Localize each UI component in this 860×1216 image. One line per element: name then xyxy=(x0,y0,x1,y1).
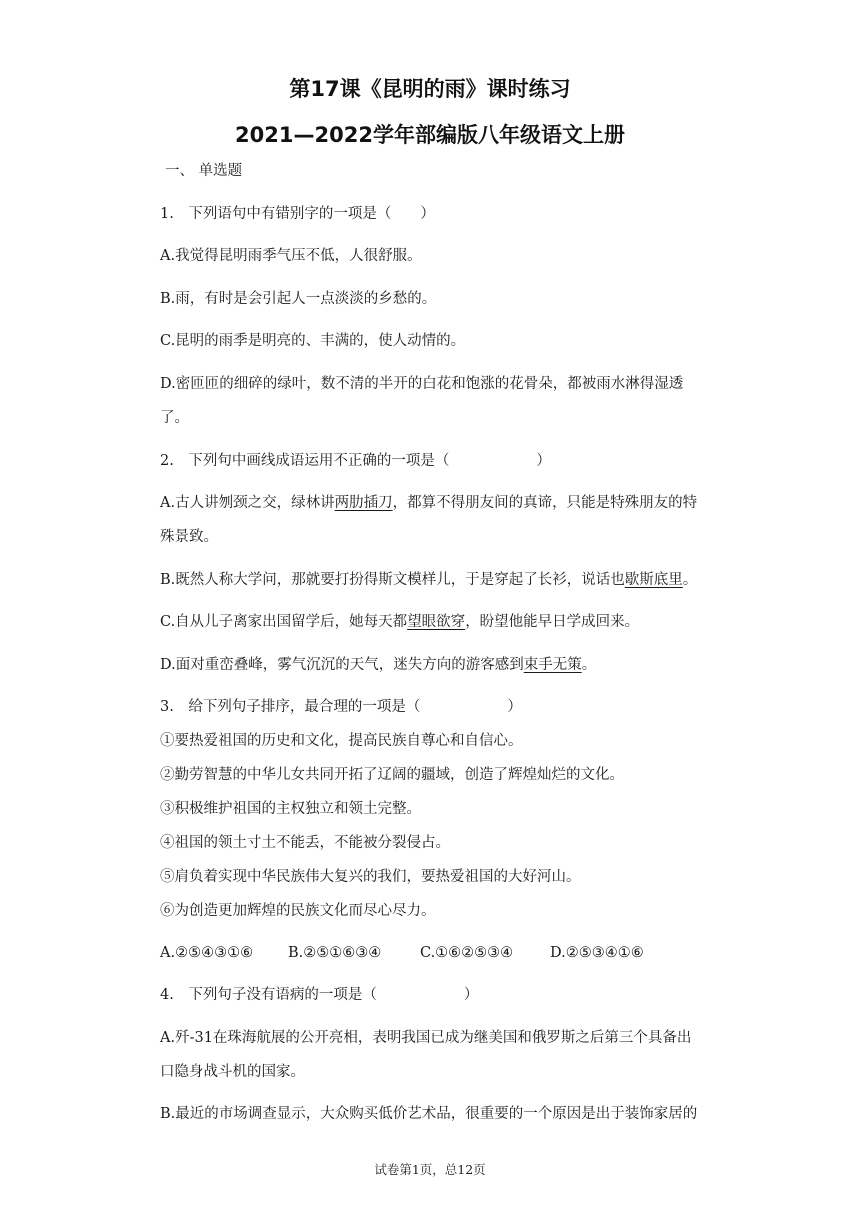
question-3-sentence-2: ②勤劳智慧的中华儿女共同开拓了辽阔的疆域，创造了辉煌灿烂的文化。 xyxy=(160,767,624,783)
question-3-stem: 3. 给下列句子排序，最合理的一项是（ ） xyxy=(160,699,522,715)
question-4-option-a: A.歼-31在珠海航展的公开亮相，表明我国已成为继美国和俄罗斯之后第三个具备出 xyxy=(160,1030,692,1046)
page-subtitle: 2021—2022学年部编版八年级语文上册 xyxy=(235,123,625,147)
question-2-option-a: A.古人讲刎颈之交，绿林讲两肋插刀，都算不得朋友间的真谛，只能是特殊朋友的特 xyxy=(160,495,698,511)
page-title: 第17课《昆明的雨》课时练习 xyxy=(289,77,571,101)
question-1-option-d-cont: 了。 xyxy=(160,410,189,426)
underlined-idiom: 望眼欲穿 xyxy=(407,614,466,630)
question-2-option-b: B.既然人称大学问，那就要打扮得斯文模样儿，于是穿起了长衫，说话也歇斯底里。 xyxy=(160,572,698,588)
question-3-sentence-6: ⑥为创造更加辉煌的民族文化而尽心尽力。 xyxy=(160,903,436,919)
question-4-stem: 4. 下列句子没有语病的一项是（ ） xyxy=(160,987,479,1003)
question-1-stem: 1. 下列语句中有错别字的一项是（ ） xyxy=(160,206,435,222)
question-3-sentence-4: ④祖国的领土寸土不能丢，不能被分裂侵占。 xyxy=(160,835,450,851)
underlined-idiom: 两肋插刀 xyxy=(334,495,393,511)
question-1-option-a: A.我觉得昆明雨季气压不低，人很舒服。 xyxy=(160,248,422,264)
question-3-sentence-3: ③积极维护祖国的主权独立和领土完整。 xyxy=(160,801,421,817)
question-1-option-d: D.密匝匝的细碎的绿叶，数不清的半开的白花和饱涨的花骨朵，都被雨水淋得湿透 xyxy=(160,376,684,392)
question-3-option-c: C.①⑥②⑤③④ xyxy=(420,945,514,961)
question-4-option-b: B.最近的市场调查显示，大众购买低价艺术品，很重要的一个原因是出于装饰家居的 xyxy=(160,1106,698,1122)
question-2-option-c: C.自从儿子离家出国留学后，她每天都望眼欲穿，盼望他能早日学成回来。 xyxy=(160,614,640,630)
question-4-option-a-cont: 口隐身战斗机的国家。 xyxy=(160,1064,305,1080)
question-3-option-b: B.②⑤①⑥③④ xyxy=(288,945,382,961)
underlined-idiom: 束手无策 xyxy=(523,657,582,673)
question-2-option-d: D.面对重峦叠峰，雾气沉沉的天气，迷失方向的游客感到束手无策。 xyxy=(160,657,597,673)
question-3-sentence-1: ①要热爱祖国的历史和文化，提高民族自尊心和自信心。 xyxy=(160,733,523,749)
question-3-option-a: A.②⑤④③①⑥ xyxy=(160,945,254,961)
section-heading: 一、 单选题 xyxy=(165,163,243,179)
question-3-option-d: D.②⑤③④①⑥ xyxy=(550,945,644,961)
question-1-option-b: B.雨，有时是会引起人一点淡淡的乡愁的。 xyxy=(160,291,437,307)
page-footer: 试卷第1页，总12页 xyxy=(374,1162,486,1177)
question-2-option-a-cont: 殊景致。 xyxy=(160,529,218,545)
question-3-sentence-5: ⑤肩负着实现中华民族伟大复兴的我们，要热爱祖国的大好河山。 xyxy=(160,869,581,885)
underlined-idiom: 歇斯底里 xyxy=(624,572,683,588)
question-1-option-c: C.昆明的雨季是明亮的、丰满的，使人动情的。 xyxy=(160,333,466,349)
question-2-stem: 2. 下列句中画线成语运用不正确的一项是（ ） xyxy=(160,453,551,469)
question-3-options xyxy=(160,942,740,964)
